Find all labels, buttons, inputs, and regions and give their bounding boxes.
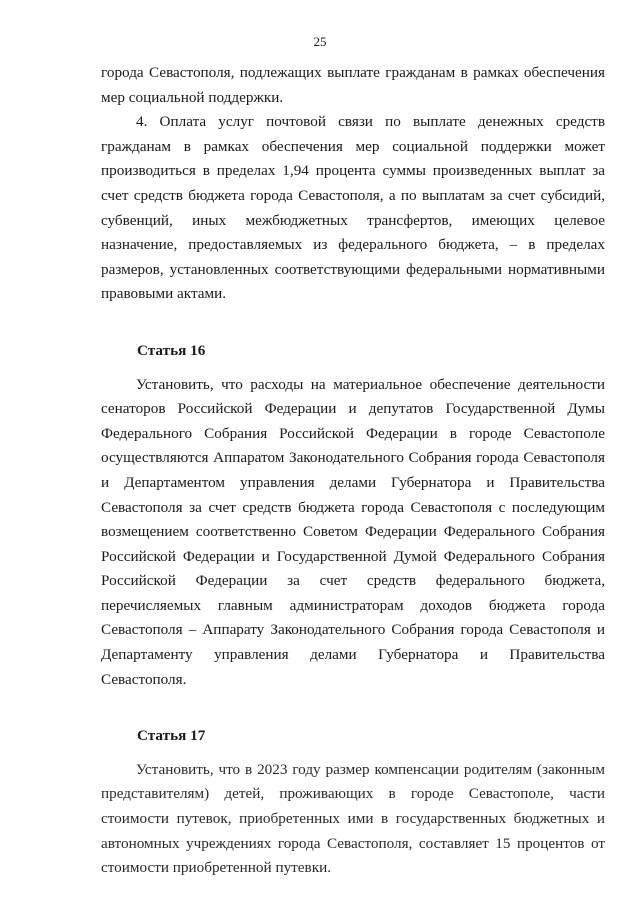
- document-body: [101, 61, 605, 881]
- spacer: [101, 307, 605, 339]
- article-17-heading: Статья 17: [137, 727, 206, 745]
- paragraph-continuation: города Севастополя, подлежащих выплате гражданам в рамках обеспечения мер социальной поддержки.: [101, 64, 605, 106]
- spacer: [101, 364, 605, 373]
- page-number: 25: [313, 34, 327, 49]
- paragraph-item-4: 4. Оплата услуг почтовой связи по выплате денежных средств гражданам в рамках обеспечения мер социальной поддержки может производиться в пределах 1,94 процента суммы произведенных выплат за счет средств бюджета города Севастополя, а по выплатам за счет субсидий, субвенций, иных межбюджетных трансфертов, имеющих целевое назначение, предоставляемых из федерального бюджета, – в пределах размеров, установленных соответствующими федеральными нормативными правовыми актами.: [101, 113, 605, 303]
- spacer: [101, 692, 605, 724]
- article-17-text: Установить, что в 2023 году размер компенсации родителям (законным представителям) детей, проживающих в городе Севастополе, части стоимости путевок, приобретенных ими в государственных бюджетных и автономных учреждениях города Севастополя, составляет 15 процентов от стоимости приобретенной путевки.: [101, 760, 605, 877]
- article-16-text: Установить, что расходы на материальное обеспечение деятельности сенаторов Российской Федерации и депутатов Государственной Думы Федерального Собрания Российской Федерации в городе Севастополе осуществляются Аппаратом Законодательного Собрания города Севастополя и Департаментом управления делами Губернатора и Правительства Севастополя за счет средств бюджета города Севастополя с последующим возмещением соответственно Советом Федерации Федерального Собрания Российской Федерации и Государственной Думой Федерального Собрания Российской Федерации за счет средств федерального бюджета, перечисляемых главным администраторам доходов бюджета города Севастополя – Аппарату Законодательного Собрания города Севастополя и Департаменту управления делами Губернатора и Правительства Севастополя.: [101, 375, 605, 688]
- article-16-heading: Статья 16: [137, 341, 206, 359]
- spacer: [101, 749, 605, 758]
